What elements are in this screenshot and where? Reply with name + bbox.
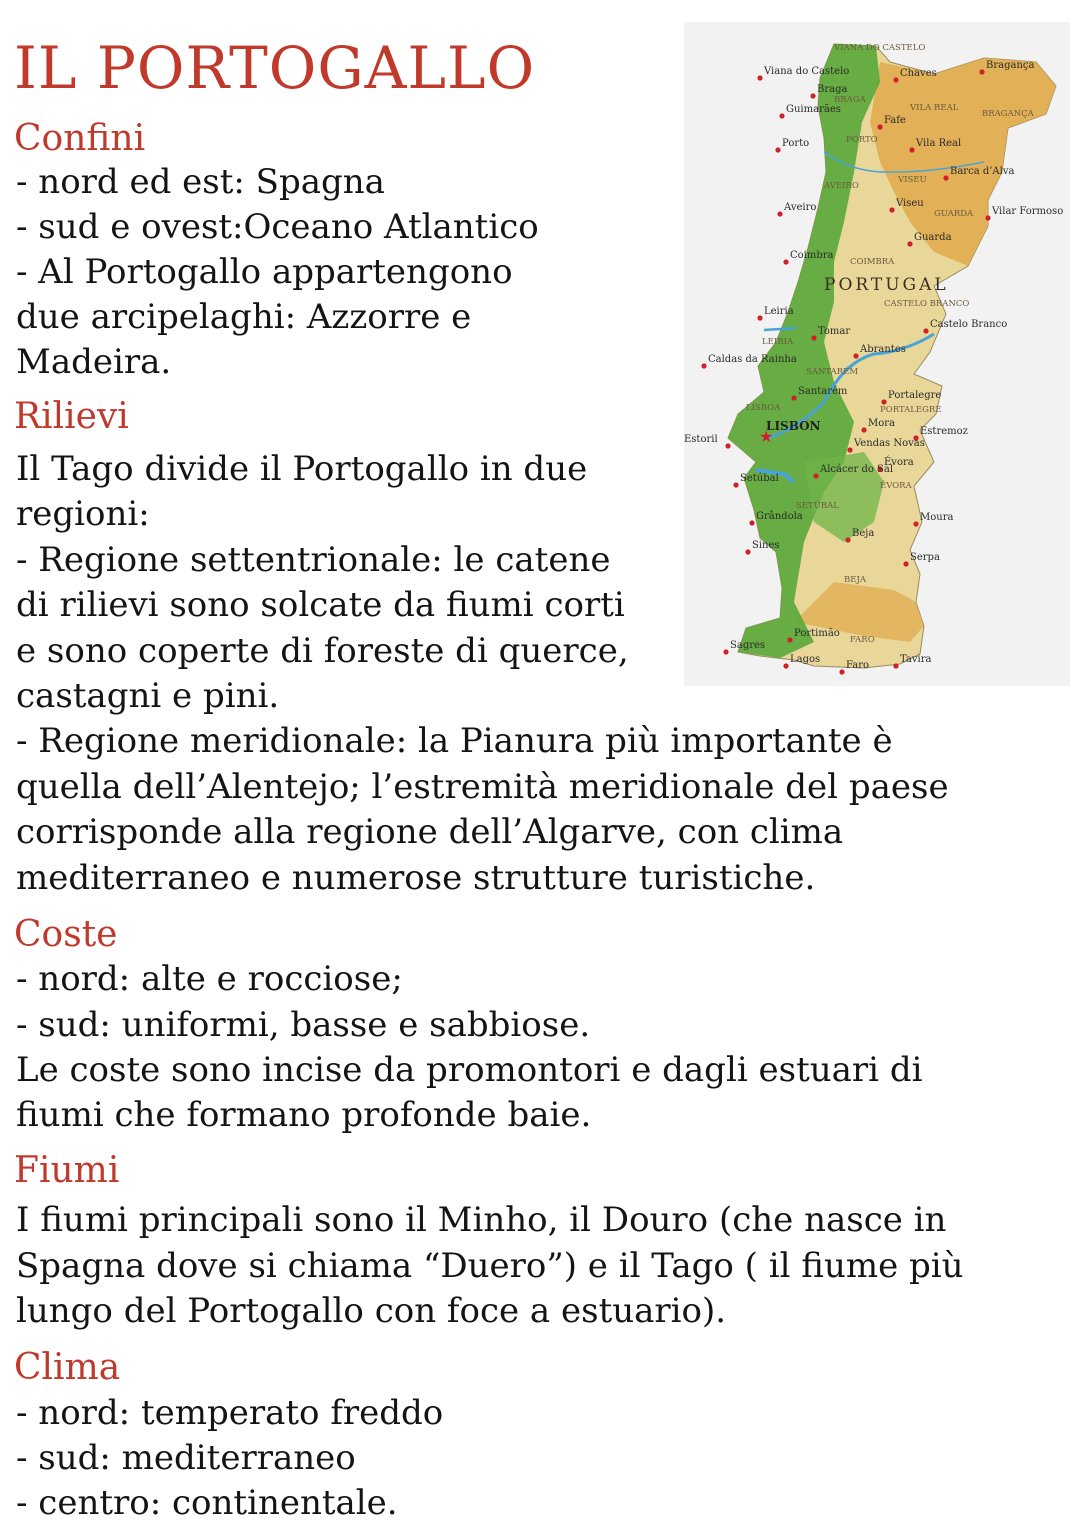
district-label: PORTO	[846, 135, 878, 145]
city-label: Beja	[852, 528, 875, 539]
city-dot	[723, 649, 728, 654]
coste-line: - sud: uniformi, basse e sabbiose.	[16, 1005, 591, 1045]
district-label: FARO	[850, 635, 875, 645]
city-label: Chaves	[900, 68, 937, 79]
city-label: Santarém	[798, 386, 848, 397]
rilievi-line: quella dell’Alentejo; l’estremità meridionale del paese	[16, 767, 949, 807]
city-dot	[903, 561, 908, 566]
confini-line: - Al Portogallo appartengono	[16, 252, 513, 292]
page-title: IL PORTOGALLO	[14, 34, 536, 102]
heading-rilievi: Rilievi	[14, 396, 129, 437]
heading-clima: Clima	[14, 1347, 121, 1388]
city-label: Mora	[868, 418, 896, 429]
district-label: SANTARÉM	[806, 367, 859, 377]
portugal-map-svg	[684, 22, 1070, 686]
city-label: Tavira	[900, 654, 932, 665]
rilievi-line: corrisponde alla regione dell’Algarve, con clima	[16, 812, 844, 852]
city-dot	[943, 175, 948, 180]
city-label: Estremoz	[920, 426, 968, 437]
city-dot	[749, 520, 754, 525]
city-label: Tomar	[818, 326, 851, 337]
district-label: AVEIRO	[824, 181, 859, 191]
district-label: COIMBRA	[850, 257, 895, 267]
city-label: Faro	[846, 660, 870, 671]
fiumi-line: lungo del Portogallo con foce a estuario).	[16, 1291, 727, 1331]
district-label: VILA REAL	[910, 103, 959, 113]
fiumi-line: I fiumi principali sono il Minho, il Douro (che nasce in	[16, 1200, 947, 1240]
city-label: Portalegre	[888, 390, 942, 401]
city-label: Alcácer do Sal	[820, 464, 894, 475]
city-label: Leiria	[764, 306, 794, 317]
clima-line: - sud: mediterraneo	[16, 1438, 356, 1478]
coste-line: Le coste sono incise da promontori e dagli estuari di	[16, 1050, 923, 1090]
city-dot	[777, 211, 782, 216]
rilievi-line: - Regione settentrionale: le catene	[16, 540, 611, 580]
city-label: Guarda	[914, 232, 952, 243]
capital-label: LISBON	[766, 419, 821, 433]
city-dot	[893, 663, 898, 668]
city-dot	[881, 399, 886, 404]
city-label: Estoril	[684, 434, 718, 445]
city-label: Sines	[752, 540, 780, 551]
rilievi-line: mediterraneo e numerose strutture turistiche.	[16, 858, 816, 898]
city-label: Coimbra	[790, 250, 834, 261]
city-label: Évora	[884, 457, 914, 468]
district-label: BRAGANÇA	[982, 109, 1034, 119]
rilievi-line: di rilievi sono solcate da fiumi corti	[16, 585, 625, 625]
city-label: Castelo Branco	[930, 319, 1008, 330]
portugal-map	[684, 22, 1070, 686]
city-label: Vendas Novas	[854, 438, 925, 449]
confini-line: Madeira.	[16, 342, 172, 382]
confini-line: - nord ed est: Spagna	[16, 162, 385, 202]
coste-line: - nord: alte e rocciose;	[16, 959, 403, 999]
city-dot	[847, 447, 852, 452]
rilievi-line: castagni e pini.	[16, 676, 280, 716]
city-dot	[725, 443, 730, 448]
city-label: Portimão	[794, 628, 840, 639]
district-label: LISBOA	[746, 403, 781, 413]
city-dot	[913, 521, 918, 526]
city-label: Viana do Castelo	[764, 66, 850, 77]
city-label: Vilar Formoso	[992, 206, 1064, 217]
city-dot	[909, 147, 914, 152]
city-label: Caldas da Rainha	[708, 354, 797, 365]
city-label: Barca d’Alva	[950, 166, 1015, 177]
city-label: Serpa	[910, 552, 940, 563]
city-dot	[757, 315, 762, 320]
coste-line: fiumi che formano profonde baie.	[16, 1095, 592, 1135]
city-label: Viseu	[896, 198, 924, 209]
city-label: Setúbal	[740, 473, 779, 484]
city-label: Aveiro	[784, 202, 817, 213]
city-dot	[733, 482, 738, 487]
city-label: Sagres	[730, 640, 766, 651]
district-label: SETÚBAL	[796, 501, 839, 511]
country-label: PORTUGAL	[824, 275, 949, 295]
confini-line: due arcipelaghi: Azzorre e	[16, 297, 472, 337]
city-dot	[783, 259, 788, 264]
city-label: Guimarães	[786, 104, 841, 115]
heading-confini: Confini	[14, 118, 146, 159]
city-dot	[811, 335, 816, 340]
district-label: CASTELO BRANCO	[884, 299, 970, 309]
city-dot	[779, 113, 784, 118]
district-label: LEIRIA	[762, 337, 794, 347]
clima-line: - nord: temperato freddo	[16, 1393, 444, 1433]
district-label: BEJA	[844, 575, 866, 585]
city-label: Lagos	[790, 654, 821, 665]
city-dot	[853, 353, 858, 358]
rilievi-line: Il Tago divide il Portogallo in due	[16, 449, 588, 489]
city-dot	[813, 473, 818, 478]
city-dot	[787, 637, 792, 642]
city-dot	[775, 147, 780, 152]
city-dot	[877, 124, 882, 129]
district-label: GUARDA	[934, 209, 974, 219]
district-label: PORTALEGRE	[880, 405, 942, 415]
heading-coste: Coste	[14, 914, 118, 955]
city-label: Braga	[817, 84, 848, 95]
city-dot	[979, 69, 984, 74]
capital-star-icon: ★	[759, 427, 774, 446]
city-label: Moura	[920, 512, 954, 523]
city-dot	[757, 75, 762, 80]
city-label: Vila Real	[916, 138, 962, 149]
city-dot	[839, 669, 844, 674]
city-dot	[923, 328, 928, 333]
district-label: VIANA DO CASTELO	[834, 43, 926, 53]
fiumi-line: Spagna dove si chiama “Duero”) e il Tago ( il fiume più	[16, 1246, 964, 1286]
rilievi-line: regioni:	[16, 494, 150, 534]
city-label: Grândola	[756, 511, 803, 522]
district-label: BRAGA	[834, 95, 866, 105]
rilievi-line: e sono coperte di foreste di querce,	[16, 631, 629, 671]
city-dot	[701, 363, 706, 368]
city-dot	[791, 395, 796, 400]
city-dot	[985, 215, 990, 220]
clima-line: - centro: continentale.	[16, 1483, 398, 1523]
city-dot	[745, 549, 750, 554]
city-dot	[845, 537, 850, 542]
confini-line: - sud e ovest:Oceano Atlantico	[16, 207, 539, 247]
city-label: Fafe	[884, 115, 906, 126]
city-dot	[861, 427, 866, 432]
district-label: ÉVORA	[880, 481, 912, 491]
city-label: Abrantes	[860, 344, 906, 355]
heading-fiumi: Fiumi	[14, 1150, 120, 1191]
city-dot	[893, 77, 898, 82]
city-dot	[907, 241, 912, 246]
city-dot	[810, 93, 815, 98]
city-label: Bragança	[986, 60, 1035, 71]
city-dot	[783, 663, 788, 668]
city-dot	[889, 207, 894, 212]
city-label: Porto	[782, 138, 810, 149]
district-label: VISEU	[898, 175, 927, 185]
rilievi-line: - Regione meridionale: la Pianura più importante è	[16, 721, 893, 761]
